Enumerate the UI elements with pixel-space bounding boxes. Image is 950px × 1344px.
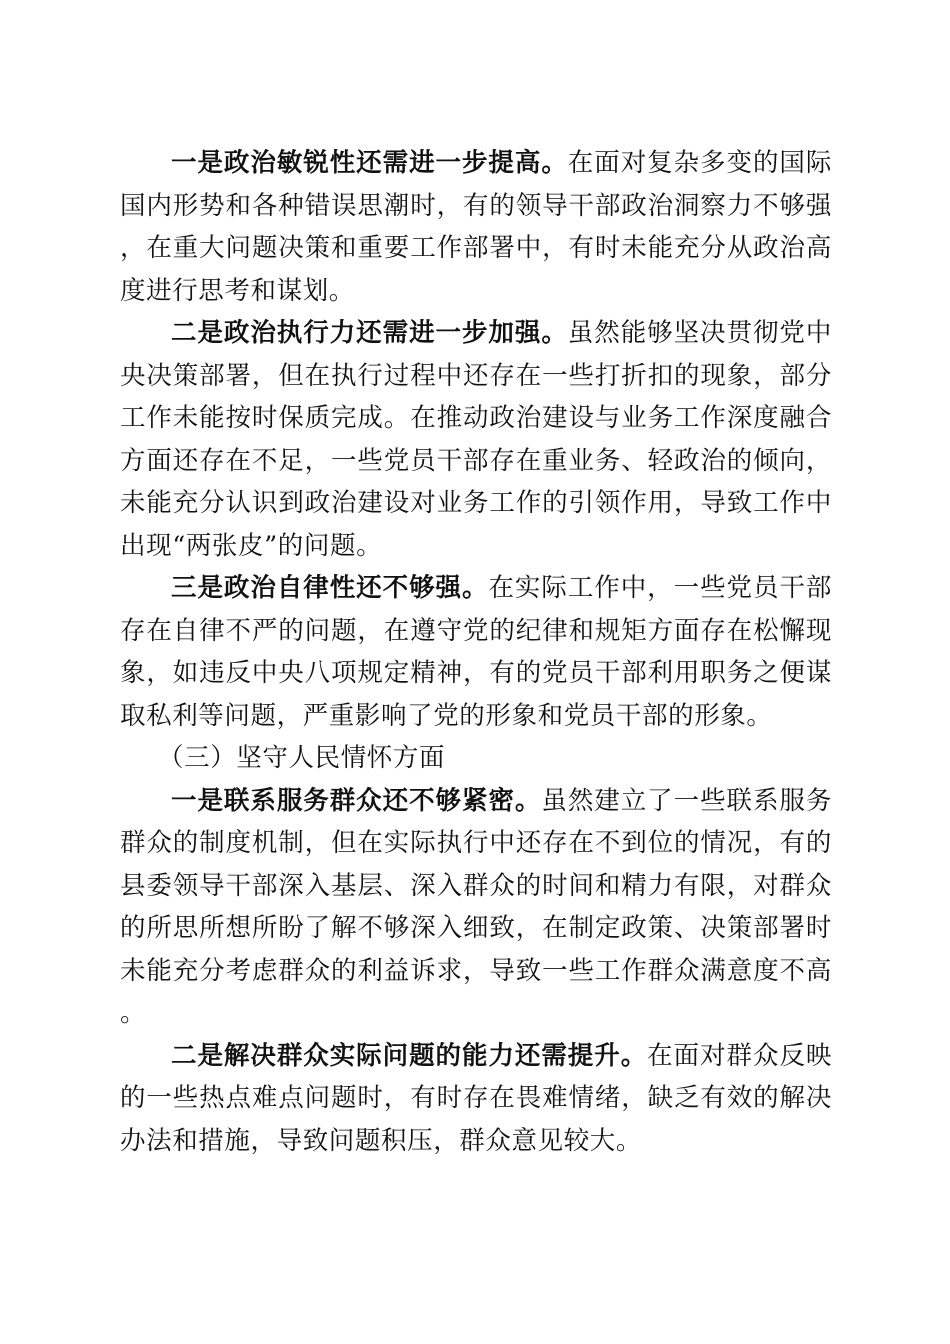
paragraph-body: 虽然建立了一些联系服务群众的制度机制，但在实际执行中还存在不到位的情况，有的县委领导干部深入基层、深入群众的时间和精力有限，对群众的所思所想所盼了解不够深入细致，在制定政策、决策部署时未能充分考虑群众的利益诉求，导致一些工作群众满意度不高。 [120,785,832,1028]
paragraph-serving-masses [120,780,832,1035]
paragraph-political-self-discipline [120,567,832,737]
paragraph-lead: 一是政治敏锐性还需进一步提高。 [171,148,568,178]
document-page [120,142,832,1162]
paragraph-political-sensitivity [120,142,832,312]
paragraph-solving-problems [120,1035,832,1163]
paragraph-lead: 一是联系服务群众还不够紧密。 [171,785,542,816]
paragraph-body: 在面对复杂多变的国际国内形势和各种错误思潮时，有的领导干部政治洞察力不够强，在重大问题决策和重要工作部署中，有时未能充分从政治高度进行思考和谋划。 [120,148,832,306]
section-heading: （三）坚守人民情怀方面 [158,743,446,773]
paragraph-body: 虽然能够坚决贯彻党中央决策部署，但在执行过程中还存在一些打折扣的现象，部分工作未能按时保质完成。在推动政治建设与业务工作深度融合方面还存在不足，一些党员干部存在重业务、轻政治的倾向，未能充分认识到政治建设对业务工作的引领作用，导致工作中出现“两张皮”的问题。 [120,318,832,561]
paragraph-lead: 二是解决群众实际问题的能力还需提升。 [171,1040,648,1071]
paragraph-lead: 三是政治自律性还不够强。 [171,573,489,603]
paragraph-lead: 二是政治执行力还需进一步加强。 [171,318,568,348]
paragraph-body: 在面对群众反映的一些热点难点问题时，有时存在畏难情绪，缺乏有效的解决办法和措施，导致问题积压，群众意见较大。 [120,1040,832,1156]
paragraph-body: 在实际工作中，一些党员干部存在自律不严的问题，在遵守党的纪律和规矩方面存在松懈现象，如违反中央八项规定精神，有的党员干部利用职务之便谋取私利等问题，严重影响了党的形象和党员干部的形象。 [120,573,832,731]
paragraph-political-execution [120,312,832,567]
